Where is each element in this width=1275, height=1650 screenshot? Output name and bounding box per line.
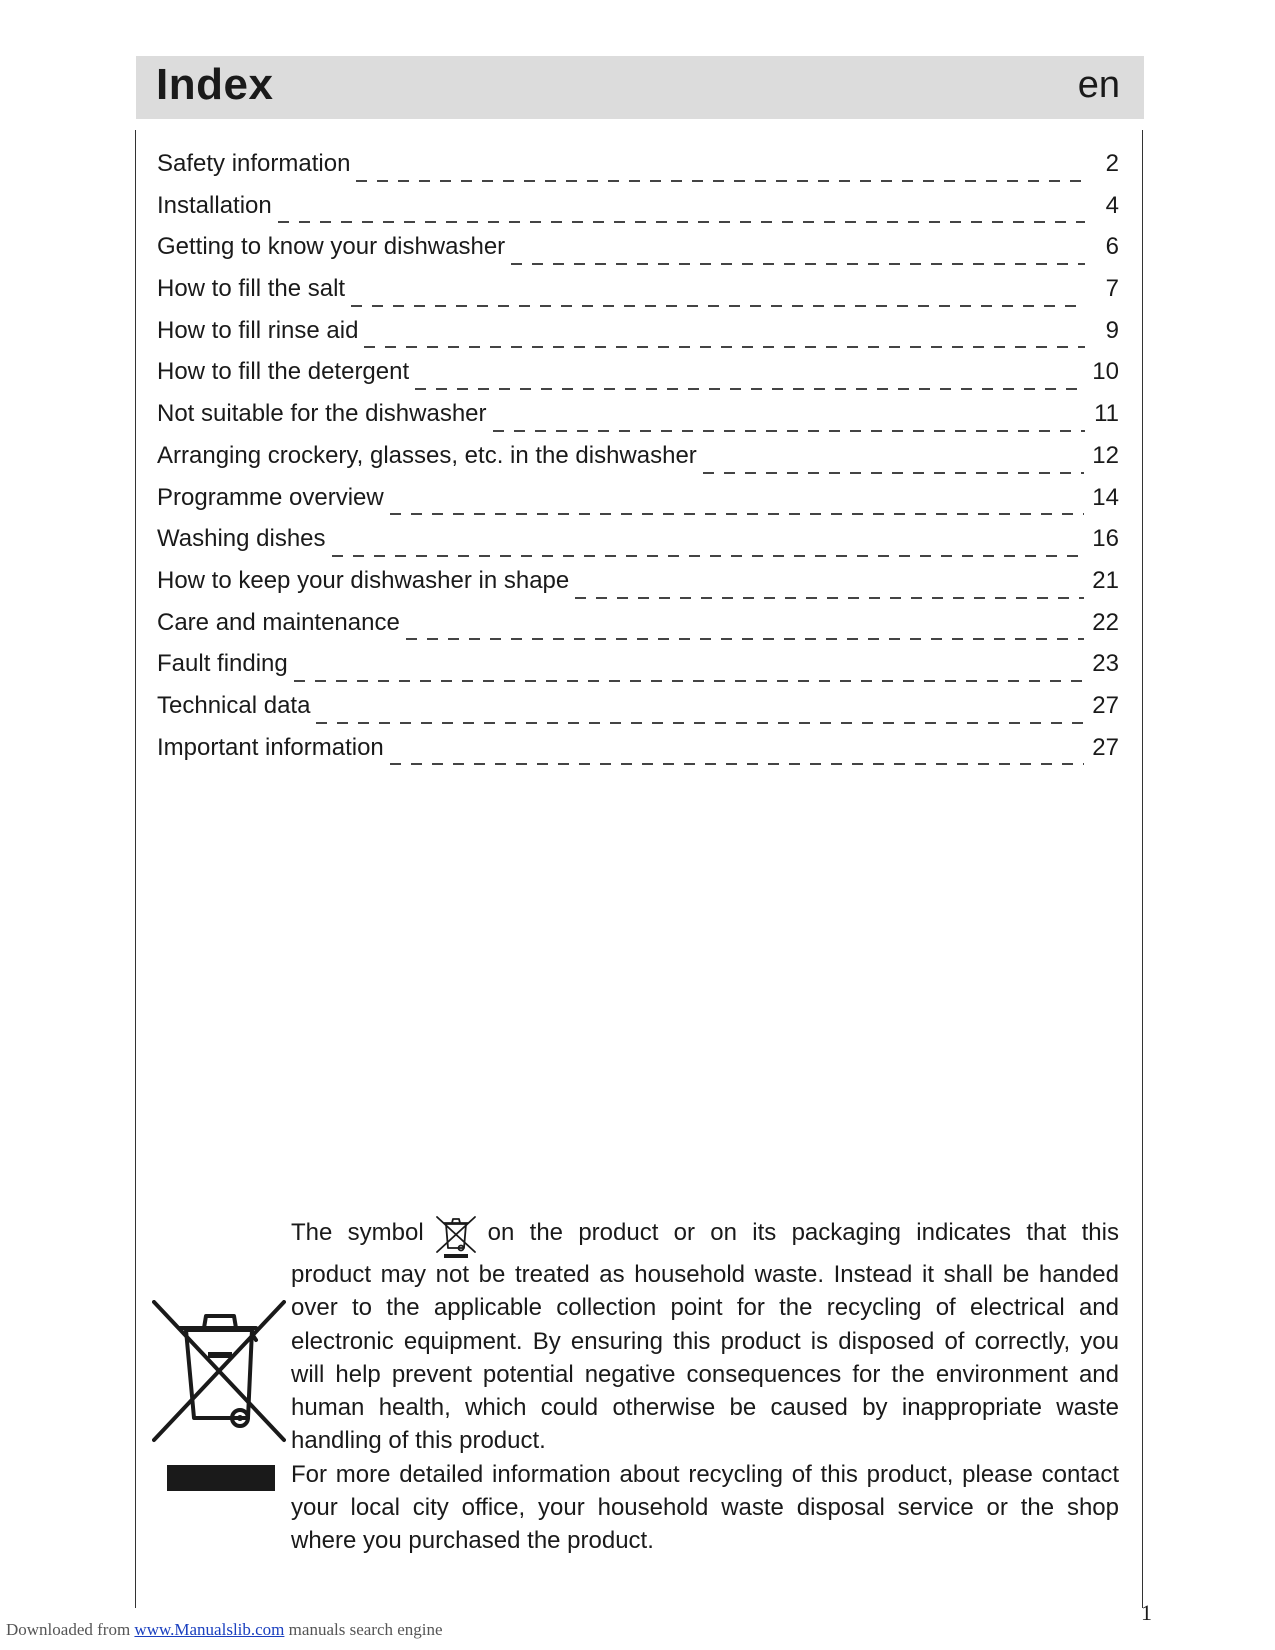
toc-entry-arranging-crockery[interactable] [157,442,1119,484]
toc-entry-label: Installation [157,191,272,219]
toc-leader [356,180,1085,182]
toc-entry-page: 27 [1092,733,1119,761]
language-code: en [1077,64,1120,106]
toc-leader [406,638,1084,640]
left-margin-rule [135,130,136,1608]
toc-leader [351,305,1085,307]
notice-text-before-icon: The symbol [291,1219,424,1246]
toc-entry-programme-overview[interactable] [157,484,1119,526]
toc-leader [493,430,1085,432]
toc-entry-label: Washing dishes [157,525,326,553]
weee-bin-inline-icon [434,1214,478,1258]
toc-leader [278,221,1085,223]
toc-entry-page: 27 [1092,691,1119,719]
toc-entry-installation[interactable] [157,192,1119,234]
weee-bin-icon [152,1300,286,1448]
footer-suffix: manuals search engine [284,1620,443,1639]
toc-entry-fill-rinse-aid[interactable] [157,317,1119,359]
toc-entry-page: 14 [1092,483,1119,511]
toc-entry-page: 6 [1105,233,1119,261]
toc-entry-page: 16 [1092,525,1119,553]
toc-leader [511,263,1085,265]
toc-entry-page: 4 [1105,191,1119,219]
toc-entry-page: 23 [1092,650,1119,678]
index-header [136,56,1144,119]
toc-leader [390,763,1085,765]
download-footer [6,1620,443,1640]
toc-entry-technical-data[interactable] [157,692,1119,734]
toc-entry-label: Technical data [157,691,311,719]
toc-entry-getting-to-know[interactable] [157,233,1119,275]
toc-entry-care-maintenance[interactable] [157,609,1119,651]
toc-entry-page: 22 [1092,608,1119,636]
toc-leader [575,597,1084,599]
toc-entry-fault-finding[interactable] [157,650,1119,692]
toc-leader [703,472,1084,474]
page-title: Index [156,60,274,109]
toc-entry-label: How to fill rinse aid [157,316,359,344]
weee-underline-bar [167,1465,275,1491]
toc-entry-page: 11 [1094,400,1119,428]
toc-leader [364,346,1085,348]
weee-disposal-notice [291,1214,1119,1558]
right-margin-rule [1142,130,1143,1608]
notice-paragraph-2: For more detailed information about recycling of this product, please contact your local city office, your household waste disposal service or the shop where you purchased the product. [291,1460,1119,1555]
toc-entry-fill-detergent[interactable] [157,358,1119,400]
toc-leader [332,555,1085,557]
table-of-contents [157,150,1119,775]
toc-entry-not-suitable[interactable] [157,400,1119,442]
toc-entry-fill-salt[interactable] [157,275,1119,317]
toc-entry-label: Care and maintenance [157,608,400,636]
toc-leader [316,722,1084,724]
toc-entry-label: Getting to know your dishwasher [157,233,506,261]
toc-entry-label: How to fill the salt [157,275,346,303]
toc-entry-label: How to fill the detergent [157,358,410,386]
toc-entry-important-information[interactable] [157,734,1119,776]
toc-entry-page: 12 [1092,441,1119,469]
toc-entry-page: 21 [1092,566,1119,594]
toc-entry-label: Safety information [157,150,351,177]
toc-entry-page: 2 [1105,150,1119,177]
toc-entry-label: Arranging crockery, glasses, etc. in the dishwasher [157,441,697,469]
toc-entry-label: How to keep your dishwasher in shape [157,566,570,594]
toc-entry-page: 10 [1092,358,1119,386]
toc-leader [390,513,1085,515]
footer-prefix: Downloaded from [6,1620,135,1639]
toc-entry-label: Important information [157,733,384,761]
page-number: 1 [1141,1600,1152,1625]
toc-entry-washing-dishes[interactable] [157,525,1119,567]
toc-entry-page: 7 [1105,275,1119,303]
toc-entry-label: Fault finding [157,650,288,678]
notice-paragraph-1 [291,1214,1119,1458]
toc-leader [294,680,1085,682]
toc-entry-page: 9 [1105,316,1119,344]
toc-entry-safety-information[interactable] [157,150,1119,192]
toc-entry-keep-in-shape[interactable] [157,567,1119,609]
toc-entry-label: Programme overview [157,483,384,511]
toc-leader [415,388,1084,390]
manualslib-link[interactable]: www.Manualslib.com [134,1620,285,1639]
toc-entry-label: Not suitable for the dishwasher [157,400,487,428]
notice-text-after-icon: on the product or on its packaging indicates that this product may not be treated as household waste. Instead it shall be handed over to the applicable collection point for the recycling of electrical and electronic equipment. By ensuring this product is disposed of correctly, you will help prevent potential negative consequences for the environment and human health, which could otherwise be caused by inappropriate waste handling of this product. [291,1219,1119,1455]
